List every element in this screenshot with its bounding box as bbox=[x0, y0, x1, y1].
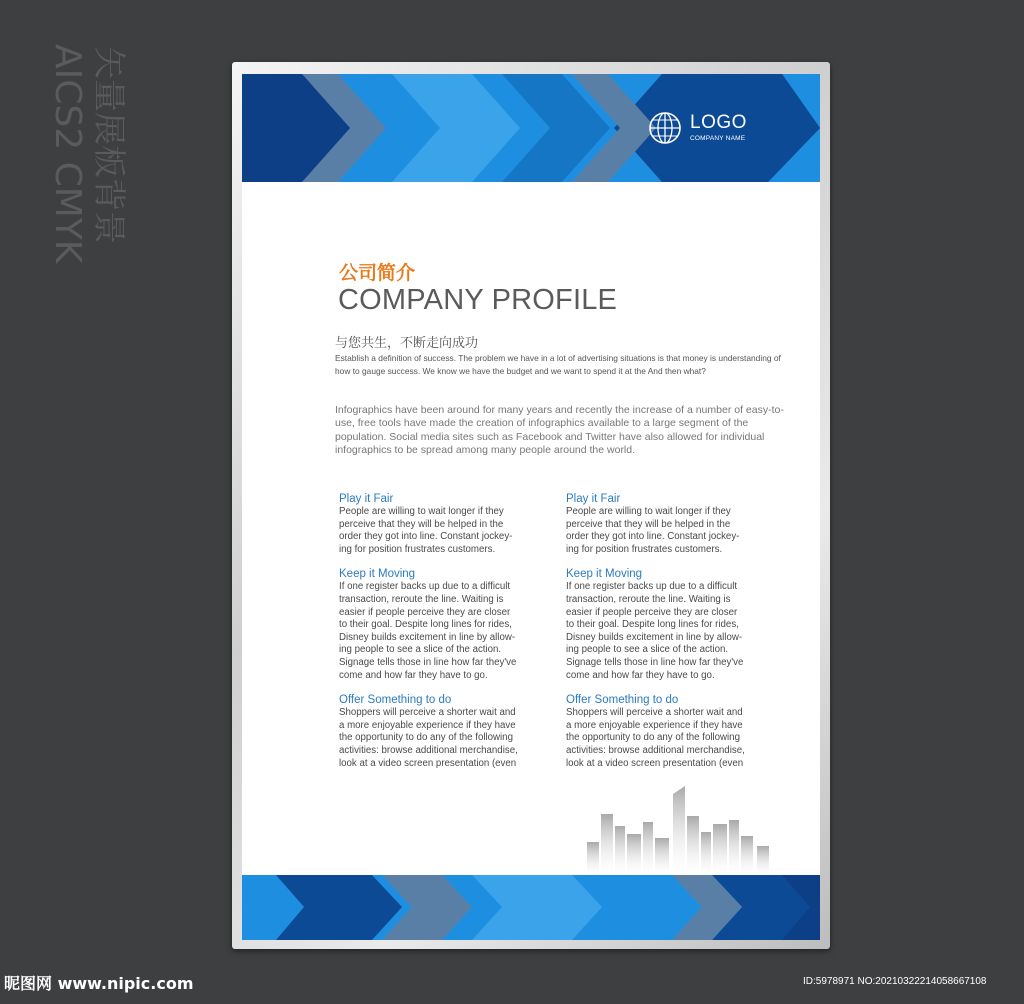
right-column bbox=[566, 492, 776, 781]
left-column bbox=[339, 492, 549, 781]
side-label-cn: 矢量展板背景 bbox=[90, 46, 129, 244]
poster bbox=[242, 74, 820, 940]
footer-image-id: ID:5978971 NO:20210322214058667108 bbox=[803, 976, 987, 987]
city-skyline-icon bbox=[587, 786, 787, 876]
section-heading: Play it Fair bbox=[566, 493, 621, 505]
section-heading: Keep it Moving bbox=[339, 568, 416, 581]
company-logo bbox=[648, 110, 788, 150]
section-text: If one register backs up due to a difficult transaction, reroute the line. Waiting is easier if people perceive they are closer to their goal. Despite long lines for rides, Disney builds excitement in line by allow- ing people to see a slice of the action. Signage tells those in line how far they've come and how far they have to go. bbox=[339, 581, 517, 681]
side-watermark bbox=[47, 40, 132, 280]
page-title: COMPANY PROFILE bbox=[338, 284, 618, 316]
section-text: People are willing to wait longer if they perceive that they will be helped in the order they got into line. Constant jockey- ing for position frustrates customers. bbox=[339, 506, 513, 555]
side-label-en: AICS2 CMYK bbox=[47, 44, 88, 264]
globe-icon bbox=[648, 111, 682, 145]
title-chinese: 公司简介 bbox=[339, 262, 416, 284]
body-paragraph: Infographics have been around for many years and recently the increase of a number of easy-to-use, free tools have made the creation of infographics available to a large segment of the population. Social media sites such as Facebook and Twitter have also allowed for individual infographics to be spread among many people around the world. bbox=[335, 404, 784, 456]
section-text: If one register backs up due to a difficult transaction, reroute the line. Waiting is easier if people perceive they are closer to their goal. Despite long lines for rides, Disney builds excitement in line by allow- ing people to see a slice of the action. Signage tells those in line how far they've come and how far they have to go. bbox=[566, 581, 744, 681]
section-heading: Offer Something to do bbox=[566, 694, 679, 707]
footer-band bbox=[242, 875, 820, 940]
tagline-chinese: 与您共生，不断走向成功 bbox=[335, 336, 479, 351]
logo-wordmark: LOGO bbox=[690, 112, 747, 133]
footer-site-watermark: 昵图网 www.nipic.com bbox=[4, 974, 194, 993]
section-text: Shoppers will perceive a shorter wait and a more enjoyable experience if they have the opportunity to do any of the following activities: browse additional merchandise, look at a video screen presentation (even bbox=[339, 707, 518, 769]
section-text: People are willing to wait longer if they perceive that they will be helped in the order they got into line. Constant jockey- ing for position frustrates customers. bbox=[566, 506, 740, 555]
intro-paragraph: Establish a definition of success. The problem we have in a lot of advertising situations is that money is understanding of how to gauge success. We know we have the budget and we want to spend it at the And then what? bbox=[335, 353, 781, 376]
section-text: Shoppers will perceive a shorter wait and a more enjoyable experience if they have the opportunity to do any of the following activities: browse additional merchandise, look at a video screen presentation (even bbox=[566, 707, 745, 769]
logo-company-name: COMPANY NAME bbox=[690, 135, 746, 142]
section-heading: Keep it Moving bbox=[566, 568, 643, 581]
section-heading: Offer Something to do bbox=[339, 694, 452, 707]
section-heading: Play it Fair bbox=[339, 493, 394, 505]
